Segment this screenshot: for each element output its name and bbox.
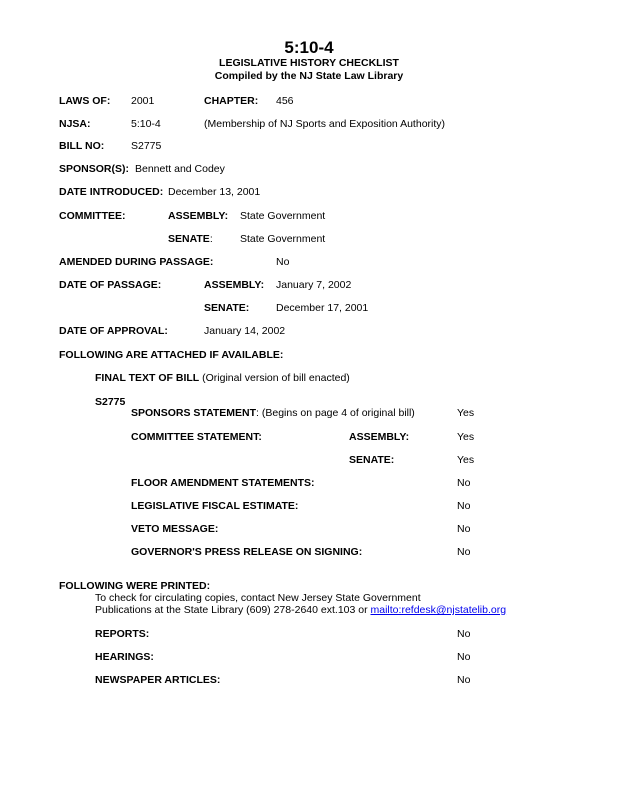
bill-no-value: S2775 <box>131 140 162 152</box>
committee-statement-label: COMMITTEE STATEMENT: <box>131 431 262 443</box>
sponsors-value: Bennett and Codey <box>135 163 225 175</box>
printed-line-2 <box>95 604 506 616</box>
cs-assembly-label: ASSEMBLY: <box>349 431 410 443</box>
bill-no-label: BILL NO: <box>59 140 105 152</box>
approval-value: January 14, 2002 <box>204 325 286 337</box>
document-title: LEGISLATIVE HISTORY CHECKLIST <box>219 57 399 69</box>
sponsors-statement-value: Yes <box>457 407 475 419</box>
njsa-value: 5:10-4 <box>131 118 161 130</box>
printed-line-1: To check for circulating copies, contact New Jersey State Government <box>95 592 421 604</box>
veto-message-value: No <box>457 523 471 535</box>
committee-assembly-label: ASSEMBLY: <box>168 210 229 222</box>
reports-value: No <box>457 628 471 640</box>
sponsors-label: SPONSOR(S): <box>59 163 130 175</box>
chapter-value: 456 <box>276 95 294 107</box>
hearings-value: No <box>457 651 471 663</box>
laws-of-value: 2001 <box>131 95 155 107</box>
date-introduced-value: December 13, 2001 <box>168 186 261 198</box>
newspaper-value: No <box>457 674 471 686</box>
attached-heading: FOLLOWING ARE ATTACHED IF AVAILABLE: <box>59 349 284 361</box>
fiscal-estimate-value: No <box>457 500 471 512</box>
veto-message-label: VETO MESSAGE: <box>131 523 219 535</box>
press-release-value: No <box>457 546 471 558</box>
hearings-label: HEARINGS: <box>95 651 154 663</box>
newspaper-label: NEWSPAPER ARTICLES: <box>95 674 221 686</box>
amended-label: AMENDED DURING PASSAGE: <box>59 256 214 268</box>
fiscal-estimate-label: LEGISLATIVE FISCAL ESTIMATE: <box>131 500 299 512</box>
cs-assembly-value: Yes <box>457 431 475 443</box>
floor-amendment-label: FLOOR AMENDMENT STATEMENTS: <box>131 477 315 489</box>
njsa-description: (Membership of NJ Sports and Exposition Authority) <box>204 118 446 130</box>
document-code: 5:10-4 <box>284 38 334 57</box>
printed-heading: FOLLOWING WERE PRINTED: <box>59 580 211 592</box>
date-introduced-label: DATE INTRODUCED: <box>59 186 164 198</box>
cs-senate-label: SENATE: <box>349 454 395 466</box>
njsa-label: NJSA: <box>59 118 91 130</box>
reports-label: REPORTS: <box>95 628 150 640</box>
passage-assembly-label: ASSEMBLY: <box>204 279 265 291</box>
passage-label: DATE OF PASSAGE: <box>59 279 162 291</box>
passage-assembly-value: January 7, 2002 <box>276 279 352 291</box>
printed-line-2-text: Publications at the State Library (609) 278-2640 ext.103 or <box>95 604 371 616</box>
final-text-note: (Original version of bill enacted) <box>202 372 350 384</box>
floor-amendment-value: No <box>457 477 471 489</box>
final-text-row <box>95 372 350 384</box>
committee-assembly-value: State Government <box>240 210 326 222</box>
laws-of-label: LAWS OF: <box>59 95 111 107</box>
attached-bill-number: S2775 <box>95 396 126 408</box>
final-text-label: FINAL TEXT OF BILL <box>95 372 200 384</box>
press-release-label: GOVERNOR'S PRESS RELEASE ON SIGNING: <box>131 546 363 558</box>
email-link[interactable]: mailto:refdesk@njstatelib.org <box>370 604 507 616</box>
committee-senate-value: State Government <box>240 233 326 245</box>
cs-senate-value: Yes <box>457 454 475 466</box>
chapter-label: CHAPTER: <box>204 95 259 107</box>
approval-label: DATE OF APPROVAL: <box>59 325 168 337</box>
committee-senate-label: SENATE <box>168 233 210 245</box>
passage-senate-label: SENATE: <box>204 302 250 314</box>
sponsors-statement-note: : (Begins on page 4 of original bill) <box>256 407 415 419</box>
passage-senate-value: December 17, 2001 <box>276 302 369 314</box>
amended-value: No <box>276 256 290 268</box>
committee-label: COMMITTEE: <box>59 210 126 222</box>
sponsors-statement-label: SPONSORS STATEMENT <box>131 407 257 419</box>
committee-senate-label-wrap: SENATE: <box>168 233 213 245</box>
sponsors-statement-row <box>131 407 415 419</box>
compiled-by: Compiled by the NJ State Law Library <box>214 70 404 82</box>
